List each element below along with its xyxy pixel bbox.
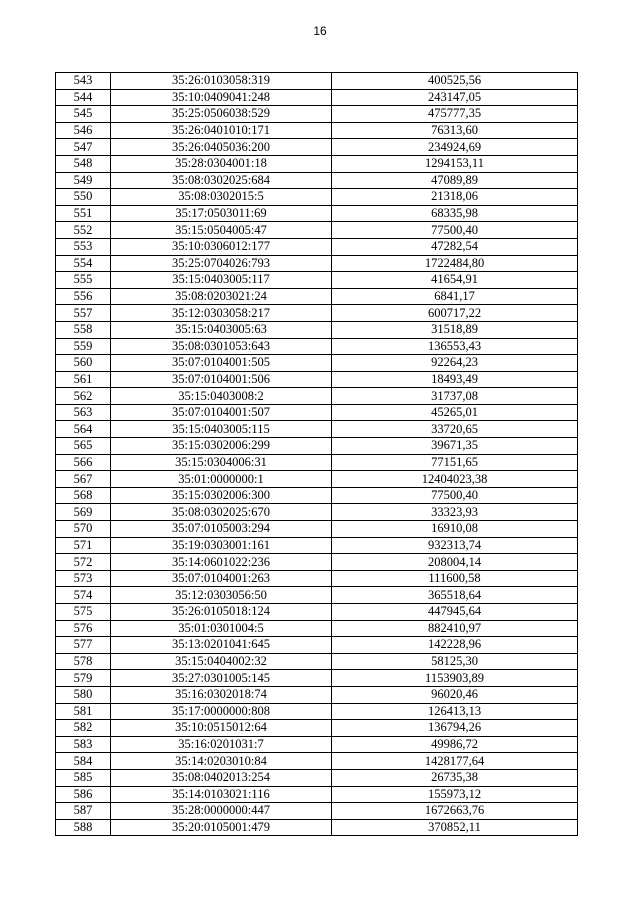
cadastral-number-cell: 35:08:0302015:5 (111, 189, 332, 206)
table-row (56, 736, 578, 753)
cadastral-number-cell: 35:07:0104001:507 (111, 404, 332, 421)
value-cell: 475777,35 (332, 106, 578, 123)
value-cell: 21318,06 (332, 189, 578, 206)
cadastral-number-cell: 35:08:0302025:684 (111, 172, 332, 189)
value-cell: 31518,89 (332, 321, 578, 338)
row-number-cell: 572 (56, 554, 111, 571)
cadastral-number-cell: 35:08:0302025:670 (111, 504, 332, 521)
table-row (56, 106, 578, 123)
row-number-cell: 566 (56, 454, 111, 471)
value-cell: 1672663,76 (332, 803, 578, 820)
cadastral-number-cell: 35:15:0504005:47 (111, 222, 332, 239)
value-cell: 68335,98 (332, 205, 578, 222)
row-number-cell: 568 (56, 487, 111, 504)
table-row (56, 89, 578, 106)
table-row (56, 288, 578, 305)
row-number-cell: 573 (56, 570, 111, 587)
cadastral-number-cell: 35:14:0601022:236 (111, 554, 332, 571)
cadastral-number-cell: 35:15:0302006:299 (111, 438, 332, 455)
value-cell: 31737,08 (332, 388, 578, 405)
table-row (56, 703, 578, 720)
row-number-cell: 543 (56, 73, 111, 90)
cadastral-number-cell: 35:17:0503011:69 (111, 205, 332, 222)
cadastral-number-cell: 35:28:0304001:18 (111, 155, 332, 172)
value-cell: 1722484,80 (332, 255, 578, 272)
cadastral-number-cell: 35:14:0203010:84 (111, 753, 332, 770)
table-row (56, 504, 578, 521)
value-cell: 33323,93 (332, 504, 578, 521)
table-row (56, 222, 578, 239)
cadastral-number-cell: 35:07:0104001:506 (111, 371, 332, 388)
row-number-cell: 547 (56, 139, 111, 156)
value-cell: 155973,12 (332, 786, 578, 803)
cadastral-number-cell: 35:16:0201031:7 (111, 736, 332, 753)
cadastral-number-cell: 35:07:0104001:505 (111, 355, 332, 372)
value-cell: 26735,38 (332, 769, 578, 786)
row-number-cell: 556 (56, 288, 111, 305)
row-number-cell: 585 (56, 769, 111, 786)
cadastral-number-cell: 35:12:0303056:50 (111, 587, 332, 604)
cadastral-number-cell: 35:01:0301004:5 (111, 620, 332, 637)
table-row (56, 521, 578, 538)
cadastral-number-cell: 35:26:0105018:124 (111, 604, 332, 621)
value-cell: 234924,69 (332, 139, 578, 156)
table-row (56, 637, 578, 654)
table-row (56, 205, 578, 222)
row-number-cell: 550 (56, 189, 111, 206)
cadastral-number-cell: 35:28:0000000:447 (111, 803, 332, 820)
table-row (56, 189, 578, 206)
cadastral-value-table (55, 72, 578, 836)
cadastral-number-cell: 35:15:0403005:117 (111, 272, 332, 289)
value-cell: 96020,46 (332, 686, 578, 703)
row-number-cell: 579 (56, 670, 111, 687)
cadastral-number-cell: 35:07:0104001:263 (111, 570, 332, 587)
row-number-cell: 563 (56, 404, 111, 421)
row-number-cell: 562 (56, 388, 111, 405)
row-number-cell: 584 (56, 753, 111, 770)
row-number-cell: 570 (56, 521, 111, 538)
value-cell: 1294153,11 (332, 155, 578, 172)
table-row (56, 404, 578, 421)
value-cell: 400525,56 (332, 73, 578, 90)
row-number-cell: 551 (56, 205, 111, 222)
value-cell: 6841,17 (332, 288, 578, 305)
row-number-cell: 583 (56, 736, 111, 753)
value-cell: 92264,23 (332, 355, 578, 372)
table-row (56, 686, 578, 703)
value-cell: 365518,64 (332, 587, 578, 604)
cadastral-number-cell: 35:08:0301053:643 (111, 338, 332, 355)
table-row (56, 122, 578, 139)
value-cell: 126413,13 (332, 703, 578, 720)
table-row (56, 172, 578, 189)
table-row (56, 487, 578, 504)
page-number: 16 (313, 24, 327, 38)
table-row (56, 753, 578, 770)
value-cell: 77151,65 (332, 454, 578, 471)
cadastral-number-cell: 35:25:0506038:529 (111, 106, 332, 123)
table-row (56, 438, 578, 455)
cadastral-number-cell: 35:10:0515012:64 (111, 720, 332, 737)
value-cell: 33720,65 (332, 421, 578, 438)
table-row (56, 537, 578, 554)
value-cell: 47282,54 (332, 238, 578, 255)
table-row (56, 272, 578, 289)
value-cell: 58125,30 (332, 653, 578, 670)
value-cell: 41654,91 (332, 272, 578, 289)
value-cell: 16910,08 (332, 521, 578, 538)
cadastral-number-cell: 35:13:0201041:645 (111, 637, 332, 654)
row-number-cell: 557 (56, 305, 111, 322)
row-number-cell: 588 (56, 819, 111, 836)
table-row (56, 238, 578, 255)
table-row (56, 786, 578, 803)
row-number-cell: 554 (56, 255, 111, 272)
row-number-cell: 561 (56, 371, 111, 388)
table-row (56, 139, 578, 156)
row-number-cell: 574 (56, 587, 111, 604)
table-row (56, 388, 578, 405)
value-cell: 39671,35 (332, 438, 578, 455)
table-row (56, 819, 578, 836)
row-number-cell: 580 (56, 686, 111, 703)
table-row (56, 73, 578, 90)
cadastral-number-cell: 35:15:0403005:63 (111, 321, 332, 338)
row-number-cell: 544 (56, 89, 111, 106)
cadastral-number-cell: 35:15:0304006:31 (111, 454, 332, 471)
value-cell: 111600,58 (332, 570, 578, 587)
row-number-cell: 578 (56, 653, 111, 670)
table-row (56, 155, 578, 172)
row-number-cell: 587 (56, 803, 111, 820)
cadastral-number-cell: 35:08:0402013:254 (111, 769, 332, 786)
row-number-cell: 586 (56, 786, 111, 803)
value-cell: 370852,11 (332, 819, 578, 836)
table-row (56, 371, 578, 388)
value-cell: 243147,05 (332, 89, 578, 106)
value-cell: 49986,72 (332, 736, 578, 753)
table-row (56, 604, 578, 621)
table-row (56, 670, 578, 687)
table-row (56, 803, 578, 820)
row-number-cell: 545 (56, 106, 111, 123)
cadastral-number-cell: 35:15:0302006:300 (111, 487, 332, 504)
table-row (56, 587, 578, 604)
cadastral-number-cell: 35:15:0403005:115 (111, 421, 332, 438)
cadastral-number-cell: 35:01:0000000:1 (111, 471, 332, 488)
cadastral-number-cell: 35:10:0409041:248 (111, 89, 332, 106)
cadastral-number-cell: 35:17:0000000:808 (111, 703, 332, 720)
row-number-cell: 582 (56, 720, 111, 737)
table-row (56, 305, 578, 322)
value-cell: 600717,22 (332, 305, 578, 322)
cadastral-number-cell: 35:19:0303001:161 (111, 537, 332, 554)
row-number-cell: 555 (56, 272, 111, 289)
row-number-cell: 558 (56, 321, 111, 338)
row-number-cell: 560 (56, 355, 111, 372)
table-row (56, 570, 578, 587)
row-number-cell: 559 (56, 338, 111, 355)
cadastral-number-cell: 35:26:0401010:171 (111, 122, 332, 139)
cadastral-number-cell: 35:12:0303058:217 (111, 305, 332, 322)
row-number-cell: 571 (56, 537, 111, 554)
cadastral-number-cell: 35:15:0404002:32 (111, 653, 332, 670)
row-number-cell: 564 (56, 421, 111, 438)
table-row (56, 355, 578, 372)
cadastral-number-cell: 35:07:0105003:294 (111, 521, 332, 538)
row-number-cell: 569 (56, 504, 111, 521)
table-row (56, 554, 578, 571)
cadastral-number-cell: 35:14:0103021:116 (111, 786, 332, 803)
value-cell: 142228,96 (332, 637, 578, 654)
row-number-cell: 576 (56, 620, 111, 637)
table-row (56, 421, 578, 438)
row-number-cell: 581 (56, 703, 111, 720)
value-cell: 208004,14 (332, 554, 578, 571)
table-row (56, 454, 578, 471)
value-cell: 1428177,64 (332, 753, 578, 770)
table-row (56, 720, 578, 737)
value-cell: 18493,49 (332, 371, 578, 388)
value-cell: 77500,40 (332, 222, 578, 239)
row-number-cell: 548 (56, 155, 111, 172)
row-number-cell: 565 (56, 438, 111, 455)
row-number-cell: 553 (56, 238, 111, 255)
row-number-cell: 546 (56, 122, 111, 139)
cadastral-number-cell: 35:26:0405036:200 (111, 139, 332, 156)
cadastral-number-cell: 35:20:0105001:479 (111, 819, 332, 836)
cadastral-number-cell: 35:08:0203021:24 (111, 288, 332, 305)
value-cell: 77500,40 (332, 487, 578, 504)
row-number-cell: 577 (56, 637, 111, 654)
value-cell: 1153903,89 (332, 670, 578, 687)
cadastral-number-cell: 35:10:0306012:177 (111, 238, 332, 255)
value-cell: 76313,60 (332, 122, 578, 139)
value-cell: 136794,26 (332, 720, 578, 737)
table-row (56, 769, 578, 786)
cadastral-number-cell: 35:15:0403008:2 (111, 388, 332, 405)
cadastral-number-cell: 35:27:0301005:145 (111, 670, 332, 687)
cadastral-number-cell: 35:16:0302018:74 (111, 686, 332, 703)
row-number-cell: 549 (56, 172, 111, 189)
row-number-cell: 552 (56, 222, 111, 239)
table-row (56, 338, 578, 355)
cadastral-number-cell: 35:25:0704026:793 (111, 255, 332, 272)
cadastral-number-cell: 35:26:0103058:319 (111, 73, 332, 90)
value-cell: 447945,64 (332, 604, 578, 621)
table-row (56, 471, 578, 488)
value-cell: 882410,97 (332, 620, 578, 637)
table-row (56, 255, 578, 272)
value-cell: 136553,43 (332, 338, 578, 355)
value-cell: 45265,01 (332, 404, 578, 421)
table-row (56, 653, 578, 670)
value-cell: 932313,74 (332, 537, 578, 554)
table-row (56, 620, 578, 637)
row-number-cell: 575 (56, 604, 111, 621)
table-row (56, 321, 578, 338)
table-body (56, 73, 578, 836)
row-number-cell: 567 (56, 471, 111, 488)
value-cell: 12404023,38 (332, 471, 578, 488)
value-cell: 47089,89 (332, 172, 578, 189)
